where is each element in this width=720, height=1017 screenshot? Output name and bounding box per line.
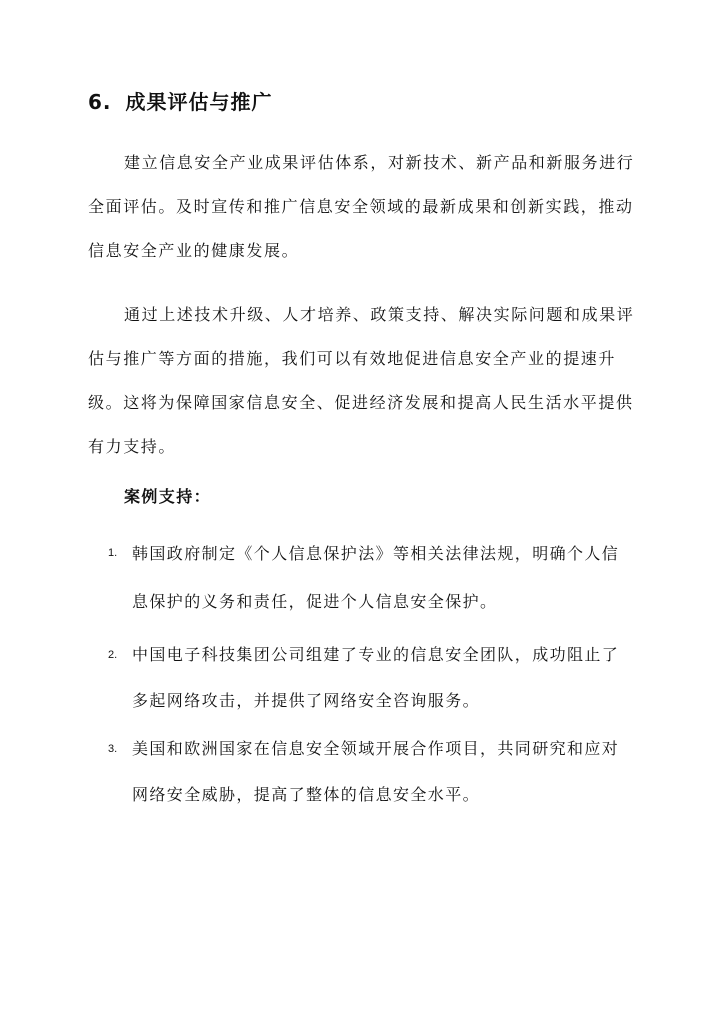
list-item-number: 2. bbox=[108, 649, 118, 661]
list-item-number: 3. bbox=[108, 743, 118, 755]
list-item-number: 1. bbox=[108, 547, 118, 559]
list-item-text: 美国和欧洲国家在信息安全领域开展合作项目，共同研究和应对网络安全威胁，提高了整体的信息安全水平。 bbox=[132, 739, 620, 804]
list-item bbox=[108, 726, 628, 818]
section-heading bbox=[88, 86, 273, 115]
cases-heading: 案例支持： bbox=[124, 487, 212, 506]
section-number: 6. bbox=[88, 90, 112, 114]
list-item-text: 韩国政府制定《个人信息保护法》等相关法律法规，明确个人信息保护的义务和责任，促进个人信息安全保护。 bbox=[132, 544, 620, 611]
paragraph-evaluation: 建立信息安全产业成果评估体系，对新技术、新产品和新服务进行全面评估。及时宣传和推广信息安全领域的最新成果和创新实践，推动信息安全产业的健康发展。 bbox=[88, 153, 635, 260]
list-item bbox=[108, 632, 628, 724]
section-title: 成果评估与推广 bbox=[125, 90, 273, 114]
list-item bbox=[108, 530, 628, 626]
list-item-text: 中国电子科技集团公司组建了专业的信息安全团队，成功阻止了多起网络攻击，并提供了网络安全咨询服务。 bbox=[132, 645, 620, 710]
paragraph-summary: 通过上述技术升级、人才培养、政策支持、解决实际问题和成果评估与推广等方面的措施，我们可以有效地促进信息安全产业的提速升级。这将为保障国家信息安全、促进经济发展和提高人民生活水平提供有力支持。 bbox=[88, 305, 635, 456]
